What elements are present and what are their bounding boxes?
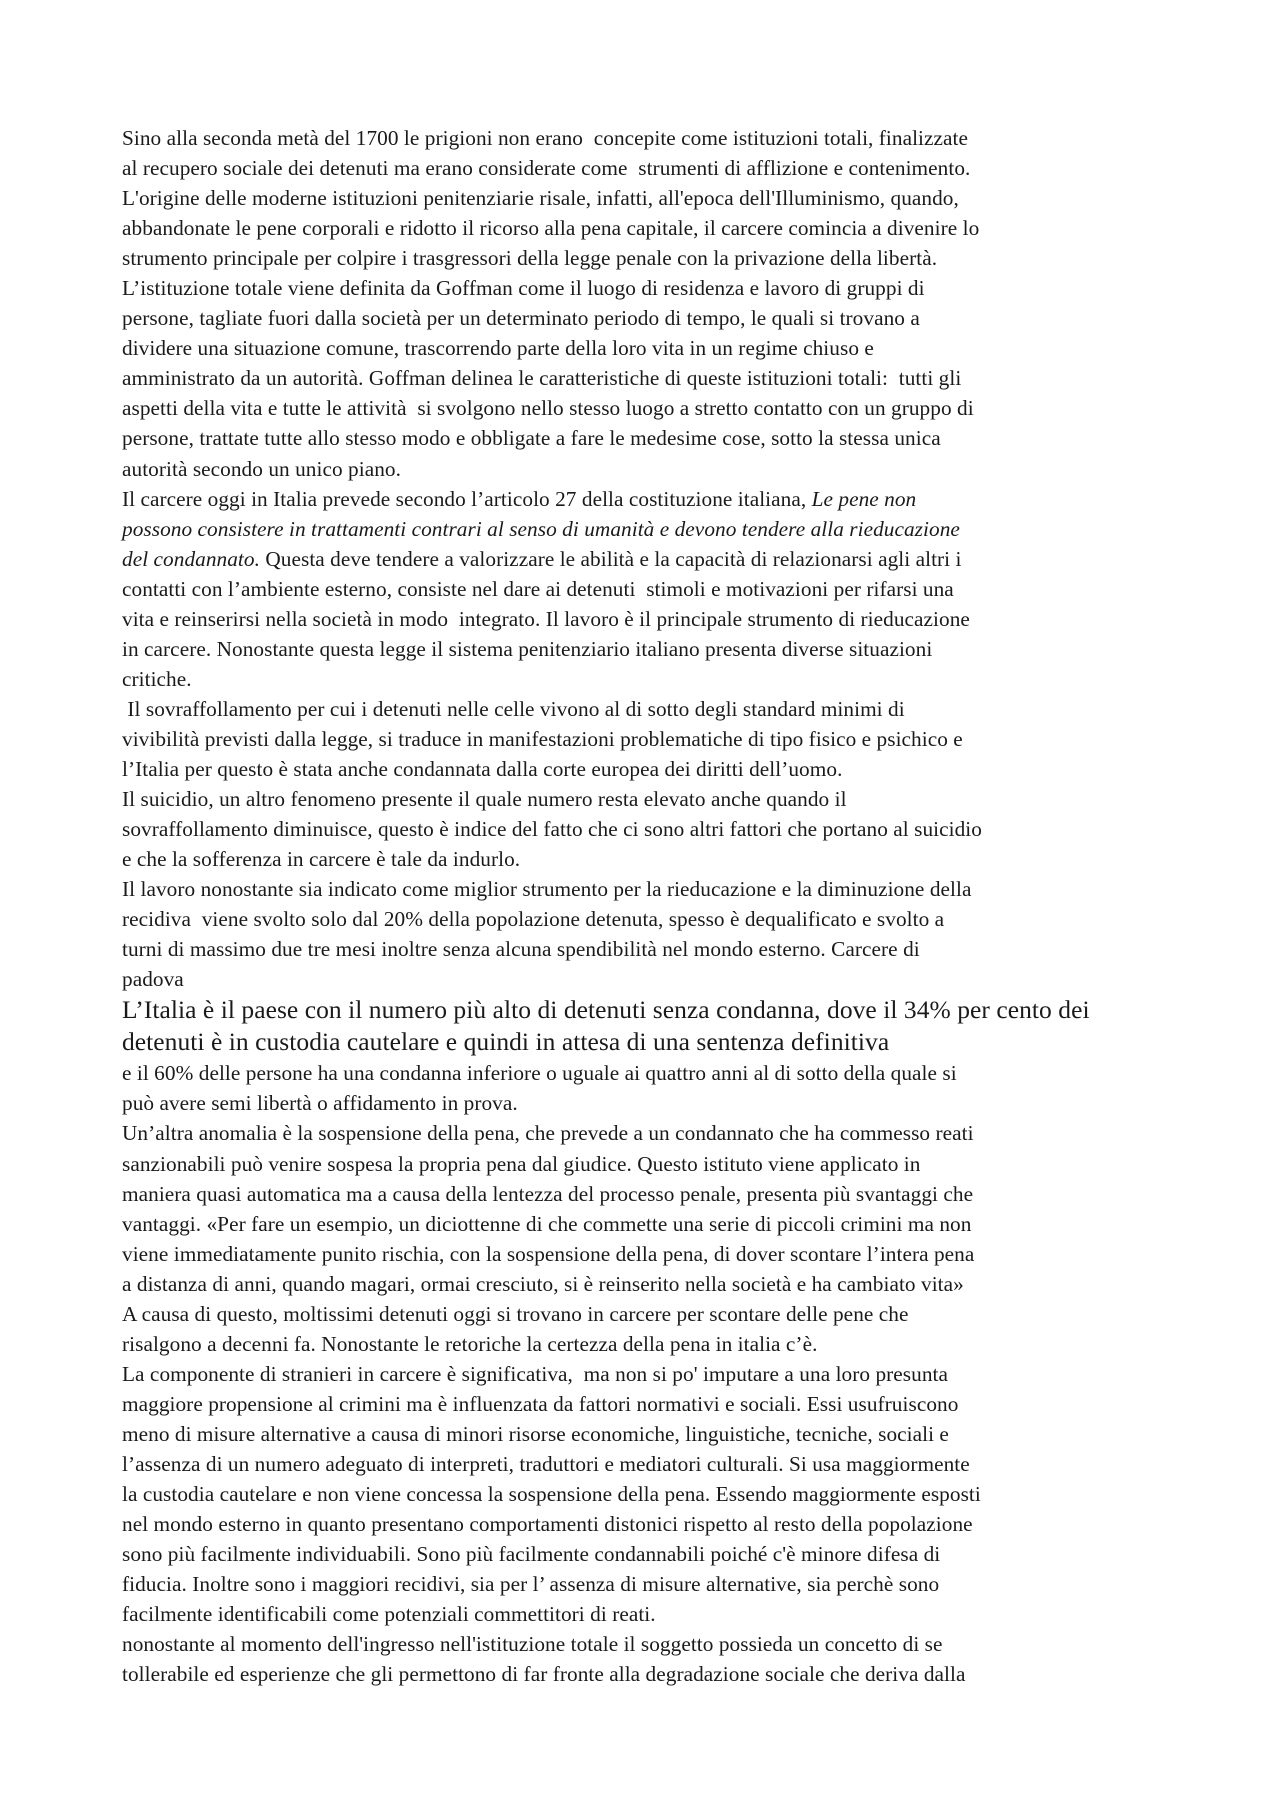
text-line: [122, 1509, 1172, 1539]
italic-quote: possono consistere in trattamenti contrari al senso di umanità e devono tendere alla rieducazione: [122, 516, 960, 541]
line-text: strumento principale per colpire i trasgressori della legge penale con la privazione della libertà.: [122, 246, 938, 271]
line-text: L’Italia è il paese con il numero più alto di detenuti senza condanna, dove il 34% per cento dei: [122, 995, 1090, 1025]
line-text: sovraffollamento diminuisce, questo è indice del fatto che ci sono altri fattori che portano al suicidio: [122, 817, 982, 842]
text-line: [122, 1269, 1172, 1299]
text-line: [122, 1149, 1172, 1179]
text-line: [122, 333, 1172, 363]
text-line: [122, 393, 1172, 423]
line-text: recidiva viene svolto solo dal 20% della popolazione detenuta, spesso è dequalificato e svolto a: [122, 907, 945, 932]
text-line: [122, 1299, 1172, 1329]
text-line: [122, 363, 1172, 393]
text-line: [122, 213, 1172, 243]
italic-quote: Le pene non: [811, 486, 917, 511]
text-line: [122, 1118, 1172, 1148]
line-text: e il 60% delle persone ha una condanna inferiore o uguale ai quattro anni al di sotto della quale si: [122, 1061, 957, 1086]
line-text: persone, trattate tutte allo stesso modo e obbligate a fare le medesime cose, sotto la stessa unica: [122, 426, 941, 451]
italic-quote: del condannato.: [122, 546, 260, 571]
text-line: [122, 243, 1172, 273]
text-line: [122, 1659, 1172, 1689]
line-text: Il suicidio, un altro fenomeno presente il quale numero resta elevato anche quando il: [122, 787, 847, 812]
text-line: [122, 604, 1172, 634]
line-text: La componente di stranieri in carcere è significativa, ma non si po' imputare a una loro presunta: [122, 1361, 949, 1386]
text-line: [122, 123, 1172, 153]
line-text: Sino alla seconda metà del 1700 le prigioni non erano concepite come istituzioni totali, finalizzate: [122, 126, 969, 150]
line-text: fiducia. Inoltre sono i maggiori recidivi, sia per l’ assenza di misure alternative, sia perchè sono: [122, 1572, 940, 1597]
line-text: l’assenza di un numero adeguato di interpreti, traduttori e mediatori culturali. Si usa maggiormente: [122, 1451, 970, 1476]
line-text: viene immediatamente punito rischia, con la sospensione della pena, di dover scontare l’intera pena: [122, 1241, 975, 1266]
line-text: padova: [122, 967, 184, 992]
line-text: e che la sofferenza in carcere è tale da indurlo.: [122, 847, 521, 872]
document-body: [122, 123, 1172, 1689]
text-line: [122, 874, 1172, 904]
text-line: [122, 1026, 1172, 1058]
line-text: sanzionabili può venire sospesa la propria pena dal giudice. Questo istituto viene applicato in: [122, 1151, 921, 1176]
line-text: L'origine delle moderne istituzioni penitenziarie risale, infatti, all'epoca dell'Illuminismo, quando,: [122, 186, 959, 211]
text-line: [122, 964, 1172, 994]
line-text: autorità secondo un unico piano.: [122, 456, 401, 481]
text-line: [122, 514, 1172, 544]
text-line: [122, 1058, 1172, 1088]
text-line: [122, 1239, 1172, 1269]
text-line: [122, 1479, 1172, 1509]
line-text: la custodia cautelare e non viene concessa la sospensione della pena. Essendo maggiormente esposti: [122, 1482, 981, 1507]
text-line: [122, 694, 1172, 724]
text-line: [122, 784, 1172, 814]
line-text: l’Italia per questo è stata anche condannata dalla corte europea dei diritti dell’uomo.: [122, 756, 843, 781]
text-line: [122, 1209, 1172, 1239]
line-text: vantaggi. «Per fare un esempio, un diciottenne di che commette una serie di piccoli crimini ma non: [122, 1211, 972, 1236]
line-text: in carcere. Nonostante questa legge il sistema penitenziario italiano presenta diverse situazioni: [122, 636, 933, 661]
text-line: [122, 994, 1172, 1026]
text-line: [122, 634, 1172, 664]
text-line: [122, 1629, 1172, 1659]
line-text: turni di massimo due tre mesi inoltre senza alcuna spendibilità nel mondo esterno. Carcere di: [122, 937, 920, 962]
text-line: [122, 754, 1172, 784]
text-line: [122, 904, 1172, 934]
line-text: critiche.: [122, 666, 192, 691]
line-text: L’istituzione totale viene definita da Goffman come il luogo di residenza e lavoro di gruppi di: [122, 276, 925, 301]
text-line: [122, 153, 1172, 183]
line-text: detenuti è in custodia cautelare e quindi in attesa di una sentenza definitiva: [122, 1027, 890, 1057]
line-text: risalgono a decenni fa. Nonostante le retoriche la certezza della pena in italia c’è.: [122, 1331, 818, 1356]
text-line: [122, 1419, 1172, 1449]
text-line: [122, 934, 1172, 964]
line-text: Un’altra anomalia è la sospensione della pena, che prevede a un condannato che ha commesso reati: [122, 1121, 974, 1146]
line-text: Il sovraffollamento per cui i detenuti nelle celle vivono al di sotto degli standard minimi di: [122, 696, 905, 721]
line-text: vivibilità previsti dalla legge, si traduce in manifestazioni problematiche di tipo fisico e psichico e: [122, 726, 963, 751]
text-line: [122, 423, 1172, 453]
text-line: [122, 544, 1172, 574]
line-text: Il carcere oggi in Italia prevede secondo l’articolo 27 della costituzione italiana,: [122, 486, 812, 511]
line-text: facilmente identificabili come potenziali commettitori di reati.: [122, 1602, 656, 1627]
line-text: maggiore propensione al crimini ma è influenzata da fattori normativi e sociali. Essi usufruiscono: [122, 1391, 959, 1416]
text-line: [122, 1179, 1172, 1209]
line-text: persone, tagliate fuori dalla società per un determinato periodo di tempo, le quali si trovano a: [122, 306, 920, 331]
text-line: [122, 1329, 1172, 1359]
line-text: al recupero sociale dei detenuti ma erano considerate come strumenti di afflizione e contenimento.: [122, 156, 971, 181]
line-text: abbandonate le pene corporali e ridotto il ricorso alla pena capitale, il carcere comincia a divenire lo: [122, 216, 980, 241]
text-line: [122, 484, 1172, 514]
text-line: [122, 574, 1172, 604]
line-text: maniera quasi automatica ma a causa della lentezza del processo penale, presenta più svantaggi che: [122, 1181, 974, 1206]
text-line: [122, 1088, 1172, 1118]
line-text: vita e reinserirsi nella società in modo integrato. Il lavoro è il principale strumento di rieducazione: [122, 606, 970, 631]
text-line: [122, 724, 1172, 754]
text-line: [122, 1569, 1172, 1599]
text-line: [122, 183, 1172, 213]
line-text: amministrato da un autorità. Goffman delinea le caratteristiche di queste istituzioni totali: tutti gli: [122, 366, 962, 391]
line-text: A causa di questo, moltissimi detenuti oggi si trovano in carcere per scontare delle pene che: [122, 1301, 909, 1326]
line-text: contatti con l’ambiente esterno, consiste nel dare ai detenuti stimoli e motivazioni per rifarsi una: [122, 576, 954, 601]
line-text: a distanza di anni, quando magari, ormai cresciuto, si è reinserito nella società e ha cambiato vita»: [122, 1271, 964, 1296]
text-line: [122, 1539, 1172, 1569]
text-line: [122, 814, 1172, 844]
line-text: nel mondo esterno in quanto presentano comportamenti distonici rispetto al resto della popolazione: [122, 1512, 973, 1537]
text-line: [122, 454, 1172, 484]
text-line: [122, 273, 1172, 303]
text-line: [122, 1449, 1172, 1479]
text-line: [122, 303, 1172, 333]
text-line: [122, 1389, 1172, 1419]
line-text: tollerabile ed esperienze che gli permettono di far fronte alla degradazione sociale che deriva dalla: [122, 1662, 966, 1687]
line-text: nonostante al momento dell'ingresso nell'istituzione totale il soggetto possieda un concetto di se: [122, 1632, 943, 1657]
text-line: [122, 664, 1172, 694]
line-text: Questa deve tendere a valorizzare le abilità e la capacità di relazionarsi agli altri i: [259, 546, 962, 571]
line-text: dividere una situazione comune, trascorrendo parte della loro vita in un regime chiuso e: [122, 336, 874, 361]
line-text: aspetti della vita e tutte le attività si svolgono nello stesso luogo a stretto contatto con un gruppo di: [122, 396, 974, 421]
text-line: [122, 1599, 1172, 1629]
line-text: meno di misure alternative a causa di minori risorse economiche, linguistiche, tecniche, sociali e: [122, 1421, 949, 1446]
line-text: sono più facilmente individuabili. Sono più facilmente condannabili poiché c'è minore difesa di: [122, 1542, 941, 1567]
text-line: [122, 844, 1172, 874]
line-text: Il lavoro nonostante sia indicato come miglior strumento per la rieducazione e la diminuzione della: [122, 877, 972, 902]
text-line: [122, 1359, 1172, 1389]
line-text: può avere semi libertà o affidamento in prova.: [122, 1091, 518, 1116]
